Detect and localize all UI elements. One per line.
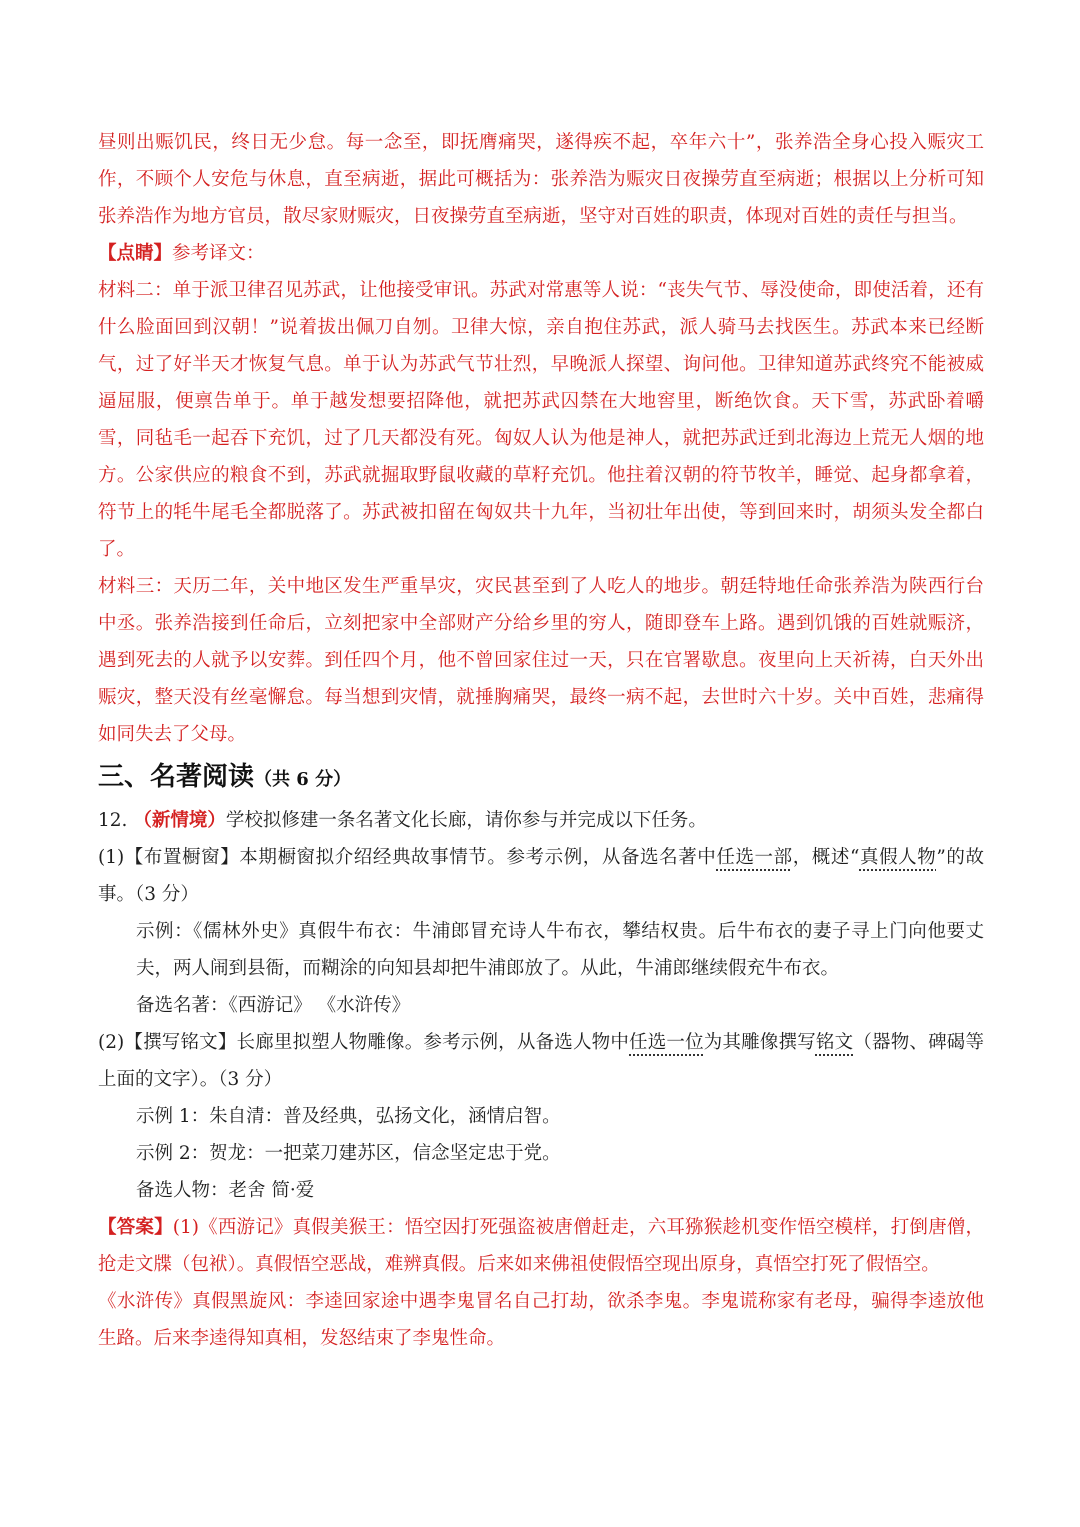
part1-suffix: ”的故事。（3 分） (98, 847, 984, 905)
part1-middle: ，概述“ (792, 847, 860, 868)
material-three-translation: 材料三：天历二年，关中地区发生严重旱灾，灾民甚至到了人吃人的地步。朝廷特地任命张养浩为陕西行台中丞。张养浩接到任命后，立刻把家中全部财产分给乡里的穷人，随即登车上路。遇到饥饿的百姓就赈济，遇到死去的人就予以安葬。到任四个月，他不曾回家住过一天，只在官署歇息。夜里向上天祈祷，白天外出赈灾，整天没有丝毫懈怠。每当想到灾情，就捶胸痛哭，最终一病不起，去世时六十岁。关中百姓，悲痛得如同失去了父母。 (98, 576, 984, 745)
answer-part-1 (98, 1209, 984, 1283)
part2-options: 备选人物：老舍 简·爱 (136, 1180, 315, 1201)
part1-emphasis-characters: 真假人物 (859, 847, 937, 868)
question-12-intro (98, 802, 984, 839)
part1-prefix: (1)【布置橱窗】本期橱窗拟介绍经典故事情节。参考示例，从备选名著中 (98, 847, 717, 868)
part1-options: 备选名著：《西游记》 《水浒传》 (136, 995, 411, 1016)
dianjing-line (98, 235, 984, 272)
part2-emphasis-inscription: 铭文 (815, 1032, 854, 1053)
dianjing-tag: 【点睛】 (98, 243, 173, 264)
part2-middle: 为其雕像撰写 (703, 1032, 816, 1053)
part2-emphasis-choose: 任选一位 (629, 1032, 704, 1053)
part2-example-1: 示例 1：朱自清：普及经典，弘扬文化，涵情启智。 (136, 1106, 561, 1127)
answer-tag: 【答案】 (98, 1217, 173, 1238)
question-number: 12. (98, 810, 128, 831)
answer-part-2: 《水浒传》真假黑旋风：李逵回家途中遇李鬼冒名自己打劫，欲杀李鬼。李鬼谎称家有老母，骗得李逵放他生路。后来李逵得知真相，发怒结束了李鬼性命。 (98, 1291, 984, 1349)
question-tag: （新情境） (133, 810, 226, 831)
section-score: （共 6 分） (254, 769, 352, 790)
question-intro-text: 学校拟修建一条名著文化长廊，请你参与并完成以下任务。 (225, 810, 707, 831)
answer-text-1: (1)《西游记》真假美猴王：悟空因打死强盗被唐僧赶走，六耳猕猴趁机变作悟空模样，打倒唐僧，抢走文牒（包袱）。真假悟空恶战，难辨真假。后来如来佛祖使假悟空现出原身，真悟空打死了假悟空。 (98, 1217, 984, 1275)
part2-suffix: （器物、碑碣等上面的文字）。（3 分） (98, 1032, 984, 1090)
part2-example-2: 示例 2：贺龙：一把菜刀建苏区，信念坚定忠于党。 (136, 1143, 561, 1164)
question-part-1 (98, 839, 984, 913)
section-title: 三、名著阅读 (98, 762, 255, 792)
dianjing-label: 参考译文： (172, 243, 265, 264)
part2-prefix: (2)【撰写铭文】长廊里拟塑人物雕像。参考示例，从备选人物中 (98, 1032, 630, 1053)
page-content (98, 124, 984, 1357)
question-part-2 (98, 1024, 984, 1098)
answer-analysis-continued: 昼则出赈饥民，终日无少怠。每一念至，即抚膺痛哭，遂得疾不起，卒年六十”，张养浩全身心投入赈灾工作，不顾个人安危与休息，直至病逝，据此可概括为：张养浩为赈灾日夜操劳直至病逝；根据以上分析可知张养浩作为地方官员，散尽家财赈灾，日夜操劳直至病逝，坚守对百姓的职责，体现对百姓的责任与担当。 (98, 132, 984, 227)
part1-emphasis-choose: 任选一部 (716, 847, 793, 868)
part1-example: 示例：《儒林外史》真假牛布衣：牛浦郎冒充诗人牛布衣，攀结权贵。后牛布衣的妻子寻上门向他要丈夫，两人闹到县衙，而糊涂的向知县却把牛浦郎放了。从此，牛浦郎继续假充牛布衣。 (136, 921, 984, 979)
material-two-translation: 材料二：单于派卫律召见苏武，让他接受审讯。苏武对常惠等人说：“丧失气节、辱没使命，即使活着，还有什么脸面回到汉朝！”说着拔出佩刀自刎。卫律大惊，亲自抱住苏武，派人骑马去找医生。苏武本来已经断气，过了好半天才恢复气息。单于认为苏武气节壮烈，早晚派人探望、询问他。卫律知道苏武终究不能被威逼屈服，便禀告单于。单于越发想要招降他，就把苏武囚禁在大地窖里，断绝饮食。天下雪，苏武卧着嚼雪，同毡毛一起吞下充饥，过了几天都没有死。匈奴人认为他是神人，就把苏武迁到北海边上荒无人烟的地方。公家供应的粮食不到，苏武就掘取野鼠收藏的草籽充饥。他拄着汉朝的符节牧羊，睡觉、起身都拿着，符节上的牦牛尾毛全都脱落了。苏武被扣留在匈奴共十九年，当初壮年出使，等到回来时，胡须头发全都白了。 (98, 280, 984, 560)
section-heading (98, 755, 984, 802)
